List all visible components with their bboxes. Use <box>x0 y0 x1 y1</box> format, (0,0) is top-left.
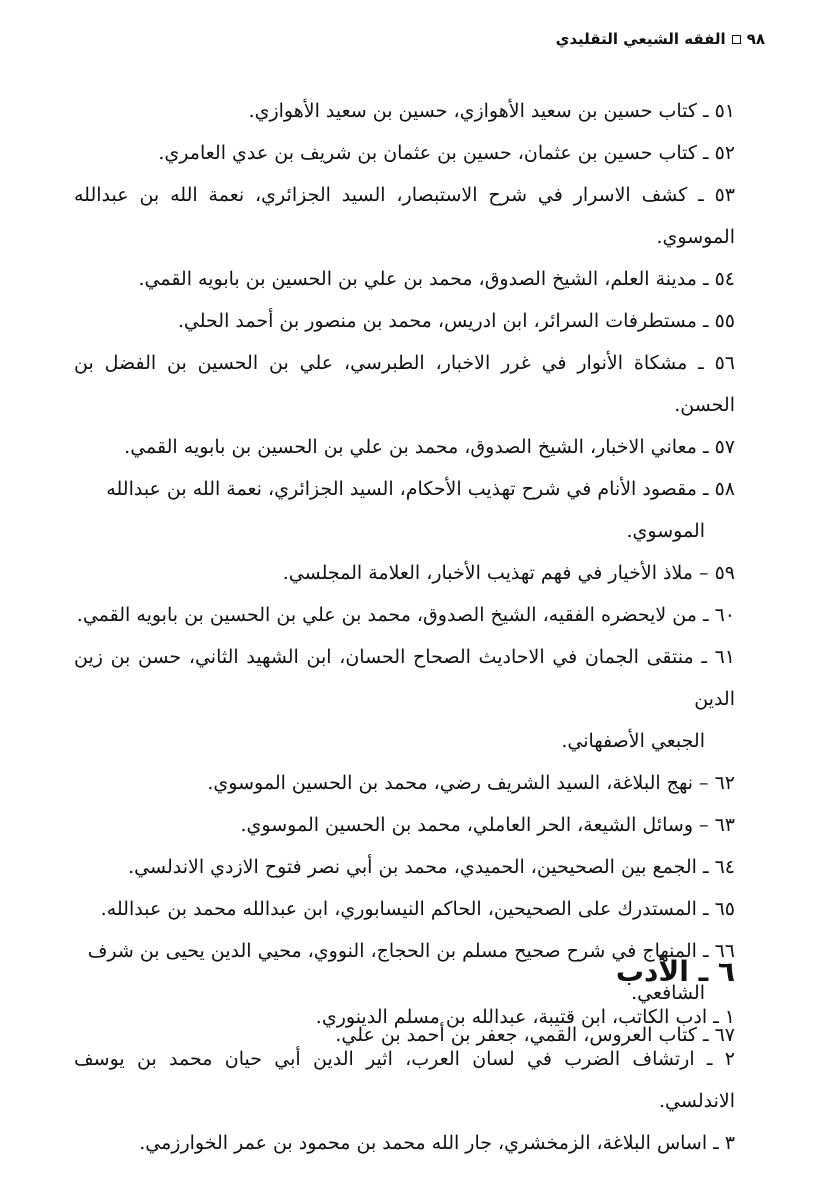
list-item: ٥١ ـ كتاب حسين بن سعيد الأهوازي، حسين بن سعيد الأهوازي. <box>248 100 735 122</box>
list-item: ٦١ ـ منتقى الجمان في الاحاديث الصحاح الحسان، ابن الشهيد الثاني، حسن بن زين الدين الجبعي الأصفهاني. <box>74 646 735 752</box>
list-item: ٦٦ ـ المنهاج في شرح صحيح مسلم بن الحجاج، النووي، محيي الدين يحيى بن شرف الشافعي. <box>87 940 735 1004</box>
list-item: ١ ـ ادب الكاتب، ابن قتيبة، عبدالله بن مسلم الدينوري. <box>315 1006 735 1028</box>
list-item: ٣ ـ اساس البلاغة، الزمخشري، جار الله محمد بن محمود بن عمر الخوارزمي. <box>139 1132 735 1154</box>
list-item: ٦٠ ـ من لايحضره الفقيه، الشيخ الصدوق، محمد بن علي بن الحسين بن بابويه القمي. <box>76 604 735 626</box>
list-item: ٥٤ ـ مدينة العلم، الشيخ الصدوق، محمد بن علي بن الحسين بن بابويه القمي. <box>138 268 735 290</box>
list-item: ٦٥ ـ المستدرك على الصحيحين، الحاكم النيسابوري، ابن عبدالله محمد بن عبدالله. <box>100 898 735 920</box>
list-item: ٦٢ – نهج البلاغة، السيد الشريف رضي، محمد بن الحسين الموسوي. <box>207 772 735 794</box>
list-item: ٦٧ ـ كتاب العروس، القمي، جعفر بن أحمد بن علي. <box>335 1024 735 1046</box>
list-item: ٥٩ – ملاذ الأخيار في فهم تهذيب الأخبار، العلامة المجلسي. <box>282 562 735 584</box>
list-item: ٦٤ ـ الجمع بين الصحيحين، الحميدي، محمد بن أبي نصر فتوح الازدي الاندلسي. <box>128 856 735 878</box>
list-item: ٥٣ ـ كشف الاسرار في شرح الاستبصار، السيد الجزائري، نعمة الله بن عبدالله الموسوي. <box>74 184 735 248</box>
list-item: ٦٣ – وسائل الشيعة، الحر العاملي، محمد بن الحسين الموسوي. <box>240 814 735 836</box>
section-heading: ٦ ـ الأدب <box>615 955 735 988</box>
bibliography-list <box>74 90 735 1056</box>
running-header <box>556 30 765 48</box>
list-item: ٥٢ ـ كتاب حسين بن عثمان، حسين بن عثمان بن شريف بن عدي العامري. <box>158 142 735 164</box>
list-item: ٥٧ ـ معاني الاخبار، الشيخ الصدوق، محمد بن علي بن الحسين بن بابويه القمي. <box>124 436 735 458</box>
list-item: ٥٥ ـ مستطرفات السرائر، ابن ادريس، محمد بن منصور بن أحمد الحلي. <box>177 310 735 332</box>
list-item: ٥٨ ـ مقصود الأنام في شرح تهذيب الأحكام، السيد الجزائري، نعمة الله بن عبدالله الموسوي. <box>106 478 735 542</box>
list-item: ٥٦ ـ مشكاة الأنوار في غرر الاخبار، الطبرسي، علي بن الحسين بن الفضل بن الحسن. <box>74 352 735 416</box>
page-number: ٩٨ <box>746 30 765 48</box>
literature-section <box>74 950 735 1164</box>
list-item: ٢ ـ ارتشاف الضرب في لسان العرب، اثير الدين أبي حيان محمد بن يوسف الاندلسي. <box>74 1048 735 1112</box>
square-separator-icon <box>732 35 741 44</box>
running-title: الفقه الشيعي التقليدي <box>555 30 726 48</box>
